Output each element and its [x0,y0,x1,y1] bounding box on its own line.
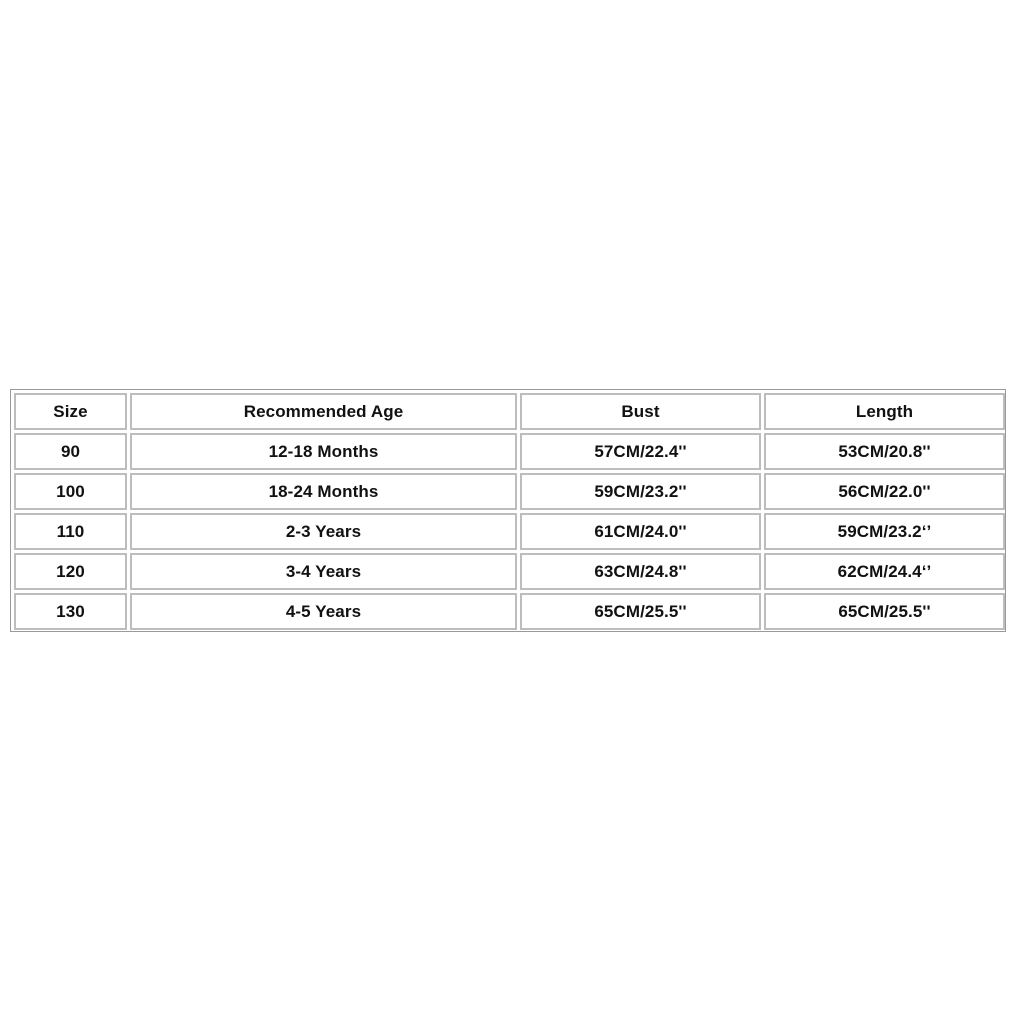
cell-bust: 59CM/23.2'' [520,473,761,510]
cell-bust: 57CM/22.4'' [520,433,761,470]
cell-length: 65CM/25.5'' [764,593,1005,630]
cell-size: 110 [14,513,127,550]
cell-age: 2-3 Years [130,513,517,550]
table-row [14,433,1005,470]
cell-age: 12-18 Months [130,433,517,470]
cell-length: 62CM/24.4‘’ [764,553,1005,590]
cell-size: 100 [14,473,127,510]
cell-age: 4-5 Years [130,593,517,630]
cell-bust: 65CM/25.5'' [520,593,761,630]
header-size: Size [14,393,127,430]
cell-age: 3-4 Years [130,553,517,590]
cell-bust: 61CM/24.0'' [520,513,761,550]
cell-age: 18-24 Months [130,473,517,510]
cell-size: 90 [14,433,127,470]
header-recommended-age: Recommended Age [130,393,517,430]
size-chart-container [10,389,1006,632]
size-chart-table [11,390,1008,633]
table-row [14,553,1005,590]
header-length: Length [764,393,1005,430]
cell-length: 56CM/22.0'' [764,473,1005,510]
table-row [14,593,1005,630]
table-row [14,473,1005,510]
cell-length: 59CM/23.2‘’ [764,513,1005,550]
table-header-row [14,393,1005,430]
table-row [14,513,1005,550]
header-bust: Bust [520,393,761,430]
cell-bust: 63CM/24.8'' [520,553,761,590]
cell-length: 53CM/20.8'' [764,433,1005,470]
cell-size: 130 [14,593,127,630]
cell-size: 120 [14,553,127,590]
